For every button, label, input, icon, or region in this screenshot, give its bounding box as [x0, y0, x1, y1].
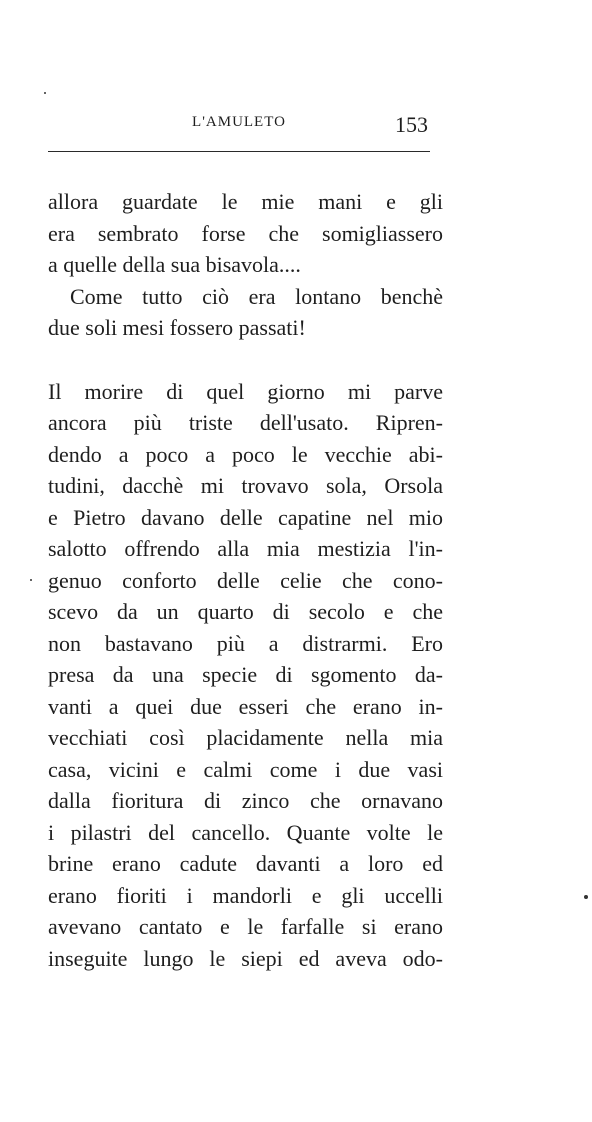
scan-speck [44, 92, 46, 94]
scan-speck [584, 895, 588, 899]
text-line: vecchiati così placidamente nella mia [48, 725, 443, 750]
text-line: dendo a poco a poco le vecchie abi- [48, 441, 443, 467]
text-line: a quelle della sua bisavola.... [48, 252, 301, 277]
text-line: casa, vicini e calmi come i due vasi [48, 756, 443, 782]
text-line: salotto offrendo alla mia mestizia l'in- [48, 536, 443, 561]
text-line: era sembrato forse che somigliassero [48, 220, 443, 246]
running-title: L'AMULETO [192, 114, 286, 130]
text-line: i pilastri del cancello. Quante volte le [48, 819, 443, 845]
body-text [48, 186, 443, 974]
text-line: inseguite lungo le siepi ed aveva odo- [48, 945, 443, 971]
header-rule [48, 151, 430, 152]
text-line: scevo da un quarto di secolo e che [48, 599, 443, 624]
text-line: tudini, dacchè mi trovavo sola, Orsola [48, 473, 443, 498]
text-line: non bastavano più a distrarmi. Ero [48, 630, 443, 656]
text-line: avevano cantato e le farfalle si erano [48, 914, 443, 939]
text-line: erano fioriti i mandorli e gli uccelli [48, 882, 443, 908]
text-line: ancora più triste dell'usato. Ripren- [48, 410, 443, 435]
text-line: due soli mesi fossero passati! [48, 315, 306, 340]
text-line: dalla fioritura di zinco che ornavano [48, 788, 443, 813]
text-line: presa da una specie di sgomento da- [48, 662, 443, 687]
text-line: Come tutto ciò era lontano benchè [70, 283, 443, 309]
text-line: allora guardate le mie mani e gli [48, 189, 443, 214]
scan-speck [30, 579, 32, 581]
page-number: 153 [395, 112, 428, 137]
section-break [48, 344, 443, 376]
text-line: vanti a quei due esseri che erano in- [48, 693, 443, 719]
text-line: Il morire di quel giorno mi parve [48, 378, 443, 404]
text-line: e Pietro davano delle capatine nel mio [48, 504, 443, 530]
text-line: brine erano cadute davanti a loro ed [48, 851, 443, 876]
text-line: genuo conforto delle celie che cono- [48, 567, 443, 593]
page-header [48, 112, 430, 142]
